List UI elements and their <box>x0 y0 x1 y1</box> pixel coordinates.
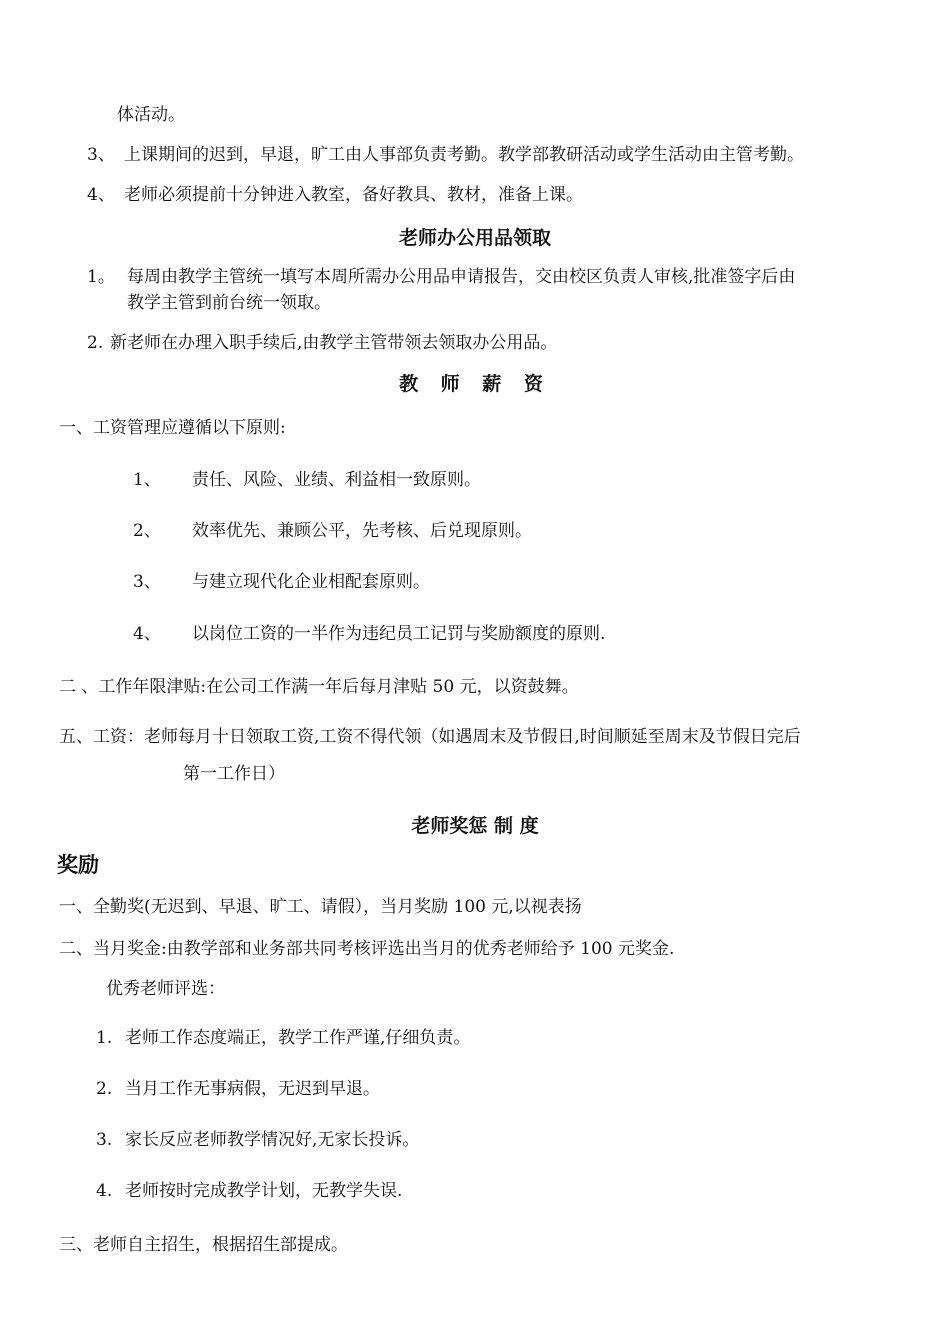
principle-text: 以岗位工资的一半作为违纪员工记罚与奖励额度的原则. <box>192 624 606 644</box>
principle-text: 与建立现代化企业相配套原则。 <box>192 572 430 592</box>
self-enrollment-commission: 三、老师自主招生，根据招生部提成。 <box>59 1235 348 1255</box>
rewards-subtitle: 奖励 <box>57 852 99 877</box>
list-item-number: 4、 <box>87 185 115 205</box>
pay-rule: 五、工资：老师每月十日领取工资,工资不得代领（如遇周末及节假日,时间顺延至周末及节假日完后 <box>59 727 801 747</box>
section-title-rewards: 老师奖惩 制 度 <box>411 815 539 837</box>
pay-rule-continued: 第一工作日） <box>183 764 285 784</box>
monthly-bonus: 二、当月奖金:由教学部和业务部共同考核评选出当月的优秀老师给予 100 元奖金. <box>59 939 675 959</box>
principle-number: 3、 <box>133 572 161 592</box>
section-title-salary: 教 师 薪 资 <box>399 373 551 395</box>
criterion-text: 家长反应老师教学情况好,无家长投诉。 <box>125 1130 420 1150</box>
criterion-number: 4. <box>96 1181 113 1201</box>
list-item-text: 老师必须提前十分钟进入教室，备好教具、教材，准备上课。 <box>124 185 583 205</box>
principle-text: 责任、风险、业绩、利益相一致原则。 <box>192 470 481 490</box>
criterion-text: 老师工作态度端正，教学工作严谨,仔细负责。 <box>125 1028 471 1048</box>
list-item-text: 新老师在办理入职手续后,由教学主管带领去领取办公用品。 <box>110 333 558 353</box>
criterion-text: 当月工作无事病假，无迟到早退。 <box>125 1079 380 1099</box>
list-item-number: 2. <box>87 333 104 353</box>
principle-text: 效率优先、兼顾公平，先考核、后兑现原则。 <box>192 521 532 541</box>
list-item-number: 3、 <box>87 145 115 165</box>
list-item-text: 每周由教学主管统一填写本周所需办公用品申请报告，交由校区负责人审核,批准签字后由 <box>127 267 796 287</box>
principle-number: 4、 <box>133 624 161 644</box>
selection-heading: 优秀老师评选： <box>106 979 225 999</box>
criterion-text: 老师按时完成教学计划，无教学失误. <box>125 1181 403 1201</box>
section-title-supplies: 老师办公用品领取 <box>398 227 551 249</box>
full-attendance-bonus: 一、全勤奖(无迟到、早退、旷工、请假），当月奖励 100 元,以视表扬 <box>59 897 582 917</box>
list-item-number: 1。 <box>87 267 115 287</box>
criterion-number: 2. <box>96 1079 113 1099</box>
seniority-allowance: 二 、工作年限津贴:在公司工作满一年后每月津贴 50 元，以资鼓舞。 <box>59 677 579 697</box>
list-item-text: 上课期间的迟到，早退，旷工由人事部负责考勤。教学部教研活动或学生活动由主管考勤。 <box>124 145 804 165</box>
criterion-number: 1. <box>96 1028 113 1048</box>
criterion-number: 3. <box>96 1130 113 1150</box>
principle-number: 1、 <box>133 470 161 490</box>
principle-number: 2、 <box>133 521 161 541</box>
list-item-text-continued: 教学主管到前台统一领取。 <box>127 293 331 313</box>
principles-heading: 一、工资管理应遵循以下原则: <box>59 418 286 438</box>
paragraph-continuation: 体活动。 <box>117 105 185 125</box>
